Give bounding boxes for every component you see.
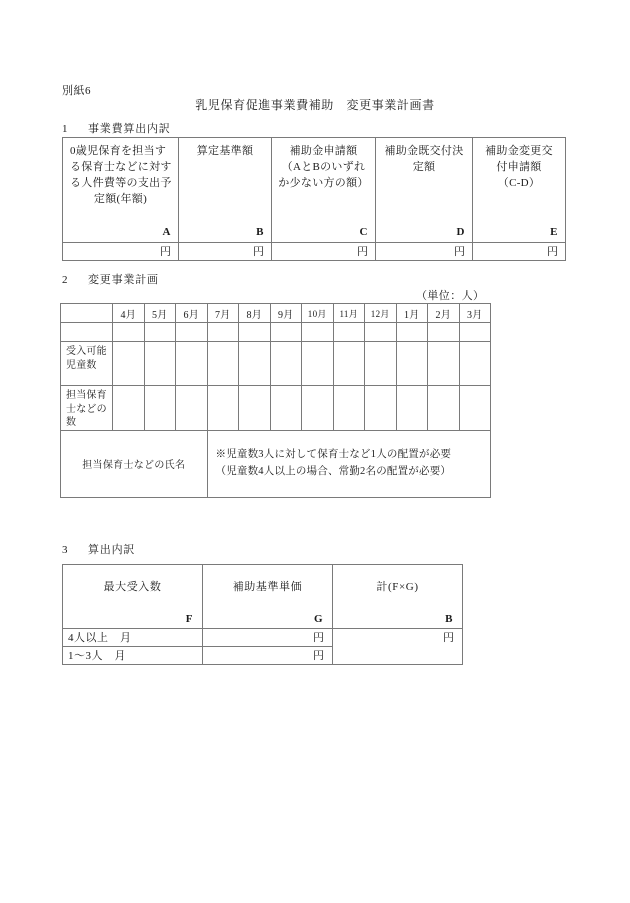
calc-header-capacity-label: 最大受入数 [103,581,162,593]
plan-capacity-cell[interactable] [113,342,145,386]
plan-month-12: 12月 [365,304,397,323]
cost-code-b: B [256,226,264,238]
plan-month-header-row [61,304,491,323]
calc-unitprice-1to3[interactable]: 円 [203,647,333,665]
cost-value-a[interactable]: 円 [63,243,179,261]
calc-header-total-label: 計(F×G) [376,581,419,593]
cost-header-cell-b [179,138,272,243]
cost-header-cell-d [376,138,473,243]
plan-month-2: 2月 [428,304,460,323]
plan-month-9: 9月 [270,304,302,323]
calc-code-b: B [445,613,453,625]
plan-staff-cell[interactable] [239,386,271,431]
plan-staff-cell[interactable] [396,386,428,431]
plan-spacer-cell [144,323,176,342]
cost-header-text-d: 補助金既交付決 定額 [384,145,464,173]
document-title: 乳児保育促進事業費補助 変更事業計画書 [195,98,435,112]
cost-value-e[interactable]: 円 [473,243,566,261]
cost-value-d[interactable]: 円 [376,243,473,261]
cost-header-text-c: 補助金申請額 （AとBのいずれ か少ない方の額） [278,145,369,189]
plan-staff-cell[interactable] [365,386,397,431]
plan-spacer-cell [113,323,145,342]
calc-code-g: G [313,613,323,625]
plan-corner-cell [61,304,113,323]
calc-header-capacity [63,565,203,629]
cost-breakdown-table [62,137,566,261]
plan-row-label-capacity: 受入可能児童数 [61,342,113,386]
plan-spacer-cell [239,323,271,342]
plan-capacity-row [61,342,491,386]
section-2-title: 変更事業計画 [88,274,159,286]
plan-spacer-cell [176,323,208,342]
cost-header-text-b: 算定基準額 [196,145,254,157]
calc-header-total [333,565,463,629]
plan-capacity-cell[interactable] [333,342,365,386]
plan-staff-row [61,386,491,431]
plan-note-line-2: （児童数4人以上の場合、常勤2名の配置が必要） [215,465,452,477]
plan-month-5: 5月 [144,304,176,323]
section-3-number: 3 [62,544,69,556]
calc-header-unitprice [203,565,333,629]
plan-staff-cell[interactable] [428,386,460,431]
plan-month-1: 1月 [396,304,428,323]
cost-header-text-e: 補助金変更交 付申請額 （C-D） [485,145,553,189]
plan-capacity-cell[interactable] [144,342,176,386]
plan-staff-cell[interactable] [270,386,302,431]
plan-capacity-cell[interactable] [396,342,428,386]
plan-row-label-staff: 担当保育士などの数 [61,386,113,431]
plan-capacity-cell[interactable] [207,342,239,386]
plan-spacer-cell [302,323,334,342]
calc-unitprice-over4[interactable]: 円 [203,629,333,647]
cost-header-cell-a [63,138,179,243]
plan-spacer-cell [333,323,365,342]
plan-staff-cell[interactable] [333,386,365,431]
section-2-number: 2 [62,274,69,286]
cost-code-d: D [456,226,465,238]
plan-name-row [61,430,491,497]
plan-capacity-cell[interactable] [176,342,208,386]
document-label: 別紙6 [62,85,91,97]
plan-row-label-names: 担当保育士などの氏名 [61,430,208,497]
calc-header-unitprice-label: 補助基準単価 [232,581,303,593]
plan-staff-cell[interactable] [113,386,145,431]
section-1-number: 1 [62,123,69,135]
plan-staff-cell[interactable] [207,386,239,431]
section-1-heading [62,120,171,136]
calc-header-row [63,565,463,629]
cost-code-e: E [550,226,558,238]
plan-capacity-cell[interactable] [365,342,397,386]
plan-capacity-cell[interactable] [302,342,334,386]
plan-capacity-cell[interactable] [428,342,460,386]
plan-spacer-label [61,323,113,342]
cost-value-row [63,243,566,261]
plan-spacer-cell [459,323,491,342]
unit-note: （単位：人） [416,290,485,302]
section-3-heading [62,541,135,557]
cost-header-cell-e [473,138,566,243]
plan-staff-cell[interactable] [176,386,208,431]
plan-spacer-cell [396,323,428,342]
cost-code-a: A [162,226,171,238]
cost-value-c[interactable]: 円 [272,243,376,261]
plan-staff-cell[interactable] [459,386,491,431]
plan-month-6: 6月 [176,304,208,323]
cost-header-text-a: 0歳児保育を担当す る保育士などに対す る人件費等の支出予 定額(年額) [70,145,172,205]
plan-spacer-row [61,323,491,342]
plan-capacity-cell[interactable] [459,342,491,386]
calc-rowname-1to3[interactable]: 1〜3人 月 [63,647,203,665]
plan-month-8: 8月 [239,304,271,323]
plan-spacer-cell [428,323,460,342]
plan-spacer-cell [365,323,397,342]
cost-header-cell-c [272,138,376,243]
calc-total-value[interactable]: 円 [333,629,463,665]
calc-rowname-over4[interactable]: 4人以上 月 [63,629,203,647]
section-3-title: 算出内訳 [88,544,136,556]
plan-staff-cell[interactable] [302,386,334,431]
plan-capacity-cell[interactable] [270,342,302,386]
calculation-breakdown-table [62,564,463,665]
calc-code-f: F [185,613,193,625]
plan-staffing-note[interactable] [207,430,491,497]
plan-staff-cell[interactable] [144,386,176,431]
plan-month-11: 11月 [333,304,365,323]
plan-month-7: 7月 [207,304,239,323]
plan-month-4: 4月 [113,304,145,323]
plan-spacer-cell [270,323,302,342]
cost-header-row [63,138,566,243]
cost-value-b[interactable]: 円 [179,243,272,261]
cost-code-c: C [359,226,368,238]
monthly-plan-table [60,303,491,498]
plan-note-line-1: ※児童数3人に対して保育士など1人の配置が必要 [215,448,452,460]
plan-month-10: 10月 [302,304,334,323]
plan-capacity-cell[interactable] [239,342,271,386]
section-1-title: 事業費算出内訳 [88,123,171,135]
plan-month-3: 3月 [459,304,491,323]
calc-row-over4 [63,629,463,647]
section-2-heading [62,271,159,287]
plan-spacer-cell [207,323,239,342]
